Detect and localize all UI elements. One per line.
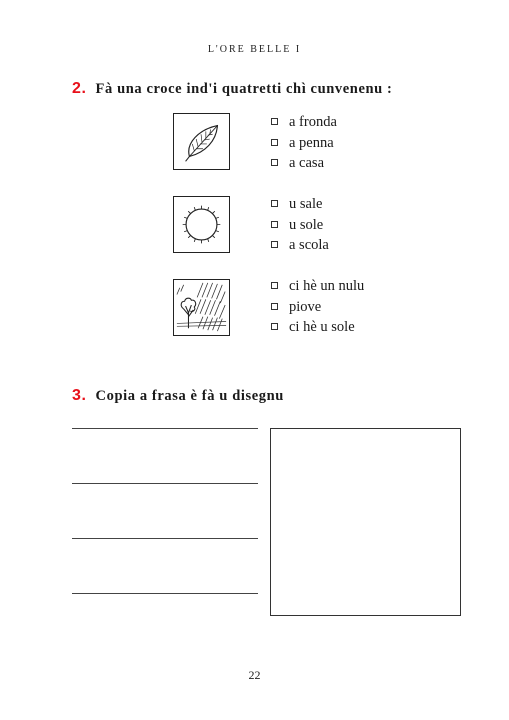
checkbox[interactable] [271,221,278,228]
page-number: 22 [248,668,261,682]
drawing-box[interactable] [270,428,461,616]
option-label: a scola [289,237,329,253]
option-label: ci hè un nulu [289,278,365,294]
option-item [271,276,364,297]
option-label: ci hè u sole [289,319,355,335]
picture-box-leaf [173,113,230,170]
exercise-3-instruction: Copia a frasa è fà u disegnu [95,388,284,404]
writing-line[interactable] [72,483,258,484]
sun-icon [174,197,229,252]
options-group-1 [271,112,337,174]
option-item [271,112,337,133]
option-item [271,133,337,154]
option-label: u sole [289,216,324,233]
writing-line[interactable] [72,428,258,429]
option-label: a fronda [289,114,337,130]
picture-box-rain [173,279,230,336]
exercise-2-number: 2. [72,80,87,97]
exercise-3-number: 3. [72,387,87,404]
picture-box-sun [173,196,230,253]
running-head: L'ORE BELLE I [207,44,302,55]
rain-icon [174,280,229,335]
checkbox[interactable] [271,241,278,248]
exercise-2-title [72,80,393,98]
option-label: a casa [289,155,325,171]
checkbox[interactable] [271,159,278,166]
writing-line[interactable] [72,538,258,539]
option-item [271,235,329,256]
option-label: a penna [289,134,334,151]
checkbox[interactable] [271,282,278,289]
leaf-icon [174,114,229,169]
checkbox[interactable] [271,200,278,207]
checkbox[interactable] [271,303,278,310]
exercise-3-title [72,387,284,405]
options-group-2 [271,194,329,256]
option-item [271,194,329,215]
options-group-3 [271,276,364,338]
writing-line[interactable] [72,593,258,594]
option-item [271,153,337,174]
option-label: u sale [289,196,323,212]
checkbox[interactable] [271,118,278,125]
checkbox[interactable] [271,323,278,330]
option-item [271,317,364,338]
checkbox[interactable] [271,139,278,146]
option-item [271,215,329,236]
option-label: piove [289,298,322,315]
option-item [271,297,364,318]
exercise-2-instruction: Fà una croce ind'i quatretti chì cunvenenu : [95,81,393,97]
